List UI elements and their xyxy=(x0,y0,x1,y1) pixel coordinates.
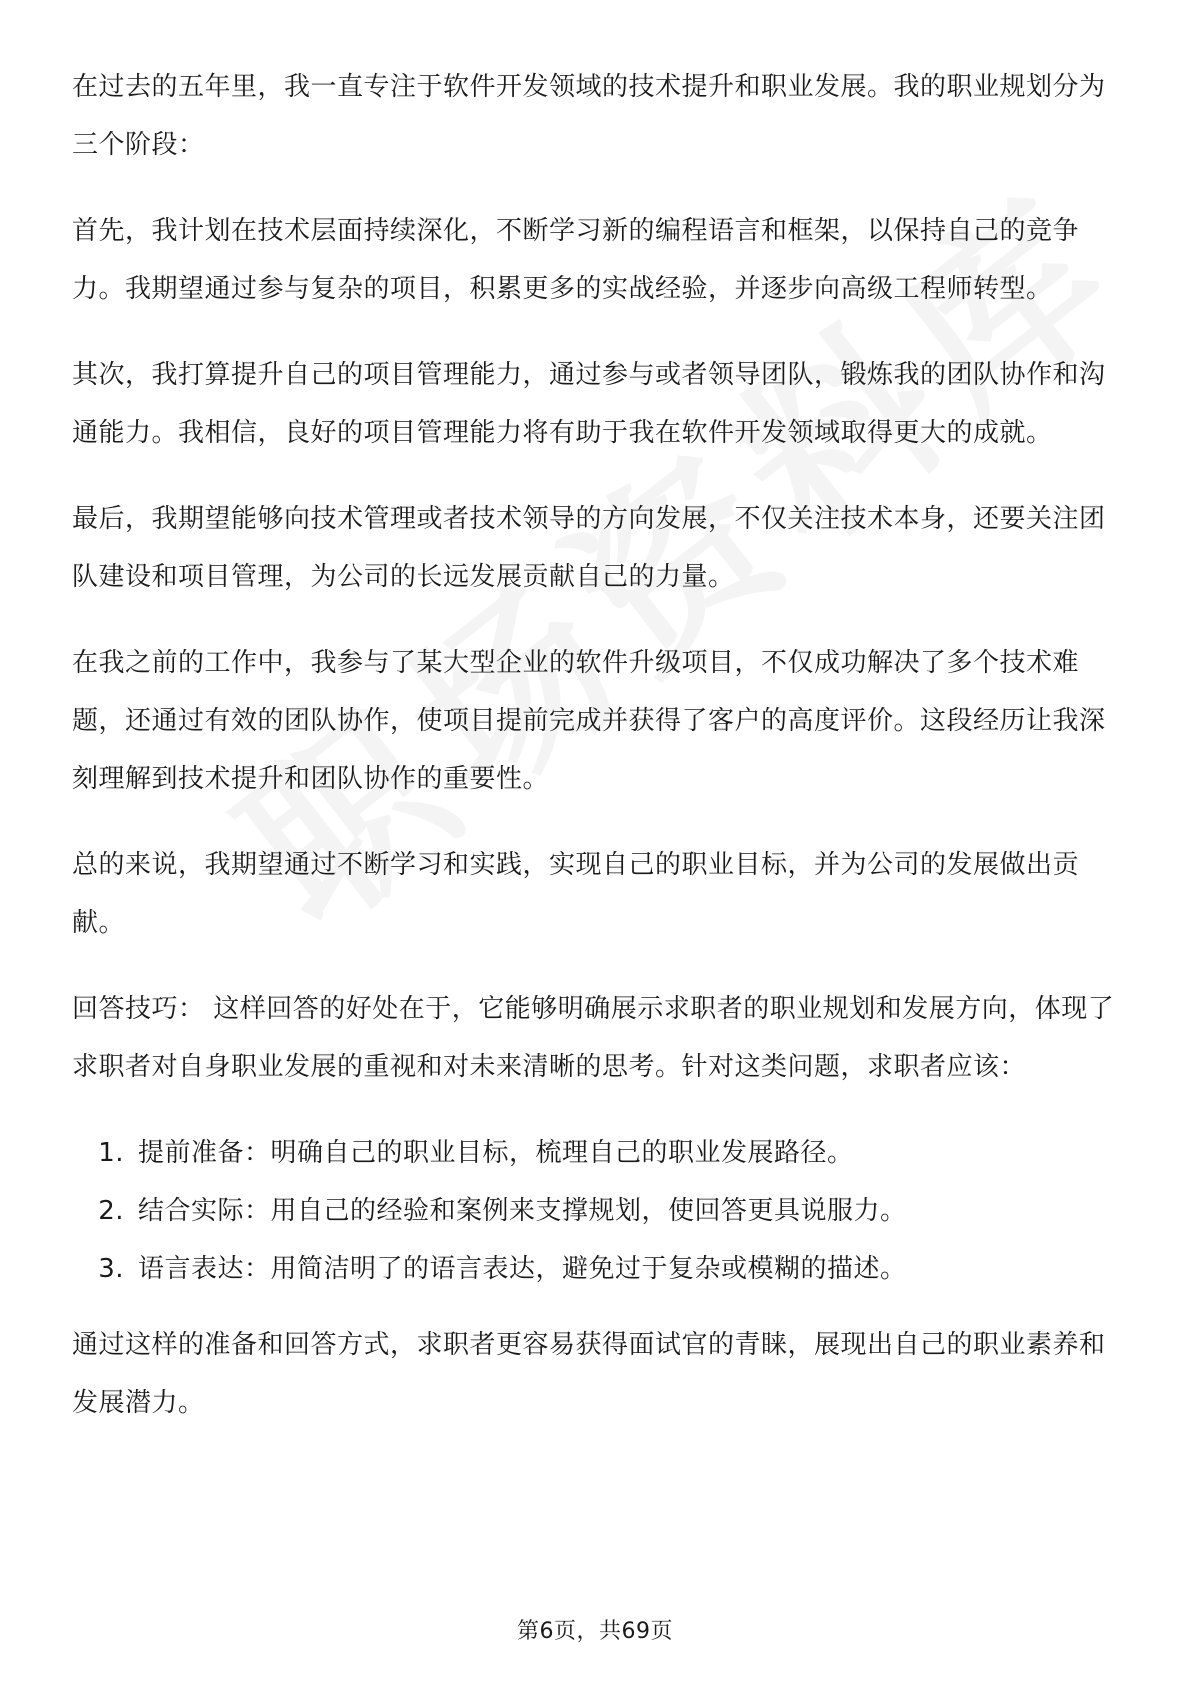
list-item xyxy=(72,1240,1118,1298)
list-item-number: 2. xyxy=(98,1196,124,1226)
paragraph-summary: 总的来说，我期望通过不断学习和实践，实现自己的职业目标，并为公司的发展做出贡献。 xyxy=(72,850,1080,938)
paragraph-tips: 回答技巧： 这样回答的好处在于，它能够明确展示求职者的职业规划和发展方向，体现了求职者对自身职业发展的重视和对未来清晰的思考。针对这类问题，求职者应该： xyxy=(72,994,1115,1082)
paragraph-first-stage: 首先，我计划在技术层面持续深化，不断学习新的编程语言和框架，以保持自己的竞争力。我期望通过参与复杂的项目，积累更多的实战经验，并逐步向高级工程师转型。 xyxy=(72,216,1080,304)
list-item-text: 语言表达：用简洁明了的语言表达，避免过于复杂或模糊的描述。 xyxy=(138,1254,907,1284)
paragraph-third-stage: 最后，我期望能够向技术管理或者技术领导的方向发展，不仅关注技术本身，还要关注团队建设和项目管理，为公司的长远发展贡献自己的力量。 xyxy=(72,504,1106,592)
document-body xyxy=(72,58,1118,1460)
paragraph-experience: 在我之前的工作中，我参与了某大型企业的软件升级项目，不仅成功解决了多个技术难题，还通过有效的团队协作，使项目提前完成并获得了客户的高度评价。这段经历让我深刻理解到技术提升和团队协作的重要性。 xyxy=(72,648,1106,794)
list-item xyxy=(72,1124,1118,1182)
list-item-text: 结合实际：用自己的经验和案例来支撑规划，使回答更具说服力。 xyxy=(138,1196,907,1226)
list-item-number: 1. xyxy=(98,1138,124,1168)
tips-list xyxy=(72,1124,1118,1298)
paragraph-second-stage: 其次，我打算提升自己的项目管理能力，通过参与或者领导团队，锻炼我的团队协作和沟通能力。我相信，良好的项目管理能力将有助于我在软件开发领域取得更大的成就。 xyxy=(72,360,1106,448)
list-item xyxy=(72,1182,1118,1240)
paragraph-intro: 在过去的五年里，我一直专注于软件开发领域的技术提升和职业发展。我的职业规划分为三个阶段： xyxy=(72,72,1106,160)
list-item-number: 3. xyxy=(98,1254,124,1284)
list-item-text: 提前准备：明确自己的职业目标，梳理自己的职业发展路径。 xyxy=(138,1138,854,1168)
paragraph-closing: 通过这样的准备和回答方式，求职者更容易获得面试官的青睐，展现出自己的职业素养和发展潜力。 xyxy=(72,1330,1106,1418)
page-number-footer: 第6页，共69页 xyxy=(517,1619,673,1644)
